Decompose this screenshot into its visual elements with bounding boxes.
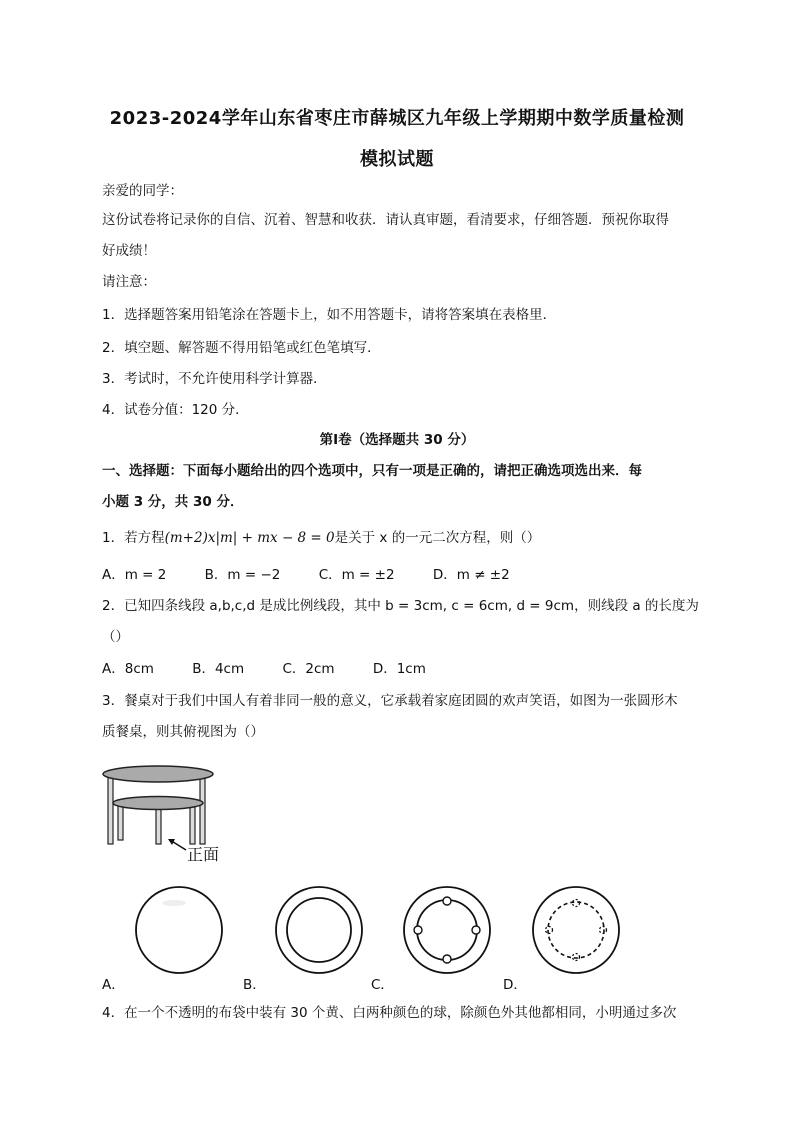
question-4-line1: 4．在一个不透明的布袋中装有 30 个黄、白两种颜色的球，除颜色外其他都相同，小明通过多次 (102, 1005, 677, 1021)
choice-d-figure[interactable] (531, 885, 621, 975)
exam-title-line1: 2023-2024学年山东省枣庄市薛城区九年级上学期期中数学质量检测 (109, 108, 685, 129)
note-1: 1．选择题答案用铅笔涂在答题卡上，如不用答题卡，请将答案填在表格里． (102, 307, 557, 323)
intro-text-line1: 这份试卷将记录你的自信、沉着、智慧和收获．请认真审题，看清要求，仔细答题．预祝你取得 (102, 212, 669, 228)
note-2: 2．填空题、解答题不得用铅笔或红色笔填写． (102, 340, 381, 356)
section-instruction-line2: 小题 3 分，共 30 分． (102, 494, 244, 510)
choice-a-figure[interactable] (134, 885, 224, 975)
q2-option-a[interactable]: A．8cm (102, 661, 154, 677)
q1-option-a[interactable]: A．m = 2 (102, 567, 167, 583)
exam-title-line2: 模拟试题 (360, 149, 434, 170)
choice-c-figure[interactable] (402, 885, 492, 975)
q2-options (102, 659, 702, 679)
q1-option-b[interactable]: B．m = −2 (204, 567, 281, 583)
question-2-line2: （） (102, 629, 129, 645)
q2-option-b[interactable]: B．4cm (192, 661, 245, 677)
q1-option-d[interactable]: D．m ≠ ±2 (432, 567, 510, 583)
question-3-line2: 质餐桌，则其俯视图为（） (102, 724, 264, 740)
choice-a-label[interactable]: A． (102, 977, 125, 993)
q2-option-c[interactable]: C．2cm (282, 661, 335, 677)
notice-label: 请注意： (102, 274, 156, 290)
intro-text-line2: 好成绩！ (102, 243, 156, 259)
q1-options (102, 565, 702, 585)
question-1 (102, 528, 702, 548)
note-3: 3．考试时，不允许使用科学计算器． (102, 371, 327, 387)
choice-c-label[interactable]: C． (371, 977, 394, 993)
question-2-line1: 2．已知四条线段 a,b,c,d 是成比例线段，其中 b = 3cm, c = 6cm, d = 9cm，则线段 a 的长度为 (102, 598, 699, 614)
q1-option-c[interactable]: C．m = ±2 (318, 567, 395, 583)
choice-b-label[interactable]: B． (243, 977, 266, 993)
section-heading: 第Ⅰ卷（选择题共 30 分） (319, 432, 475, 448)
front-label: 正面 (187, 845, 220, 864)
table-shelf (113, 797, 203, 810)
table-top (103, 766, 213, 782)
greeting: 亲爱的同学： (102, 183, 183, 199)
choice-b-figure[interactable] (274, 885, 364, 975)
q1-prefix: 1．若方程 (102, 530, 165, 546)
question-3-line1: 3．餐桌对于我们中国人有着非同一般的意义，它承载着家庭团圆的欢声笑语，如图为一张圆形木 (102, 693, 678, 709)
note-4: 4．试卷分值：120 分． (102, 402, 249, 418)
q1-equation: (m+2)x|m| + mx − 8 = 0 (164, 530, 335, 546)
q1-suffix: 是关于 x 的一元二次方程，则（） (334, 530, 541, 546)
q2-option-d[interactable]: D．1cm (372, 661, 426, 677)
choice-d-label[interactable]: D． (503, 977, 527, 993)
section-instruction-line1: 一、选择题：下面每小题给出的四个选项中，只有一项是正确的，请把正确选项选出来．每 (102, 463, 642, 479)
